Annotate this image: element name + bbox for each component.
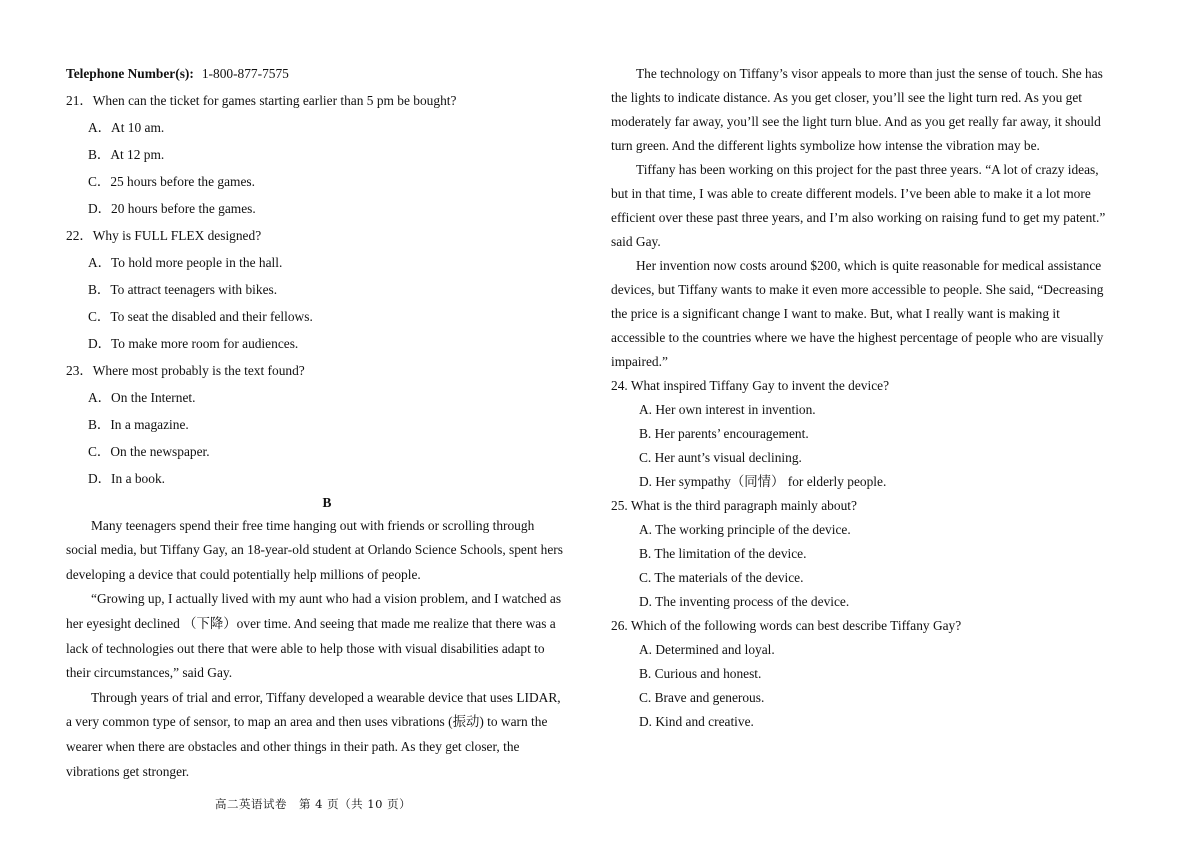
- text-line: Through years of trial and error, Tiffany developed a wearable device that uses LIDAR,: [91, 689, 561, 705]
- passage-paragraph-5: [611, 158, 1131, 254]
- answer-option: D．To make more room for audiences.: [88, 335, 299, 351]
- question-stem: 26. Which of the following words can best describe Tiffany Gay?: [611, 618, 962, 633]
- text-line: vibrations get stronger.: [66, 763, 190, 779]
- answer-option: D. Kind and creative.: [639, 714, 754, 729]
- passage-paragraph-3: [66, 686, 588, 784]
- passage-paragraph-4: [611, 62, 1131, 158]
- text-line: but in that time, I was able to create different models. I’ve been able to make it a lot more: [611, 186, 1091, 201]
- passage-paragraph-6: [611, 254, 1131, 374]
- answer-option: C. Brave and generous.: [639, 690, 765, 705]
- answer-option: C．On the newspaper.: [88, 443, 210, 459]
- telephone-line: [66, 62, 588, 87]
- answer-option: B. Her parents’ encouragement.: [639, 426, 809, 441]
- answer-option: B. Curious and honest.: [639, 666, 762, 681]
- text-line: efficient over these past three years, and I’m also working on raising fund to get my patent.”: [611, 210, 1106, 225]
- text-line: Many teenagers spend their free time hanging out with friends or scrolling through: [91, 517, 535, 533]
- text-line: said Gay.: [611, 234, 661, 249]
- question-23: [66, 357, 588, 492]
- answer-option: D．20 hours before the games.: [88, 200, 256, 216]
- question-22: [66, 222, 588, 357]
- telephone-label: Telephone Number(s):: [66, 66, 194, 81]
- answer-option: D. The inventing process of the device.: [639, 594, 850, 609]
- question-stem: 22．Why is FULL FLEX designed?: [66, 227, 262, 243]
- answer-option: A. Her own interest in invention.: [639, 402, 816, 417]
- answer-option: B．To attract teenagers with bikes.: [88, 281, 278, 297]
- text-line: developing a device that could potentially help millions of people.: [66, 566, 421, 582]
- left-column: [66, 62, 588, 784]
- text-line: Tiffany has been working on this project for the past three years. “A lot of crazy ideas,: [636, 162, 1099, 177]
- answer-option: C. The materials of the device.: [639, 570, 804, 585]
- text-line: devices, but Tiffany wants to make it even more accessible to people. She said, “Decreasing: [611, 282, 1104, 297]
- telephone-number: 1-800-877-7575: [201, 66, 289, 81]
- answer-option: C．To seat the disabled and their fellows.: [88, 308, 313, 324]
- passage-paragraph-1: [66, 514, 588, 588]
- text-line: The technology on Tiffany’s visor appeals to more than just the sense of touch. She has: [636, 66, 1103, 81]
- answer-option: A．To hold more people in the hall.: [88, 254, 283, 270]
- answer-option: D．In a book.: [88, 470, 165, 486]
- text-line: their circumstances,” said Gay.: [66, 665, 233, 681]
- answer-option: B．At 12 pm.: [88, 146, 165, 162]
- text-line: the lights to indicate distance. As you get closer, you’ll see the light turn red. As you get: [611, 90, 1083, 105]
- text-line: a very common type of sensor, to map an area and then uses vibrations (振动) to warn the: [66, 714, 548, 730]
- text-line: lack of technologies out there that were able to help those with visual disabilities adapt to: [66, 640, 545, 656]
- text-line: moderately far away, you’ll see the light turn blue. And as you get really far away, it should: [611, 114, 1101, 129]
- text-line: social media, but Tiffany Gay, an 18-year-old student at Orlando Science Schools, spent hers: [66, 542, 563, 558]
- answer-option: C．25 hours before the games.: [88, 173, 255, 189]
- question-24: [611, 374, 1131, 494]
- question-stem: 23．Where most probably is the text found?: [66, 362, 305, 378]
- question-stem: 24. What inspired Tiffany Gay to invent the device?: [611, 378, 890, 393]
- text-line: accessible to the countries where we have the highest percentage of people who are visually: [611, 330, 1104, 345]
- page-footer: 高二英语试卷 第 4 页（共 10 页）: [215, 797, 412, 811]
- question-25: [611, 494, 1131, 614]
- answer-option: D. Her sympathy（同情） for elderly people.: [639, 474, 887, 489]
- section-heading: B: [322, 494, 332, 510]
- answer-option: B．In a magazine.: [88, 416, 189, 432]
- question-26: [611, 614, 1131, 734]
- question-stem: 21．When can the ticket for games starting earlier than 5 pm be bought?: [66, 92, 457, 108]
- text-line: wearer when there are obstacles and other things in their path. As they get closer, the: [66, 738, 520, 754]
- answer-option: A. Determined and loyal.: [639, 642, 775, 657]
- text-line: her eyesight declined （下降）over time. And seeing that made me realize that there was a: [66, 615, 556, 631]
- text-line: impaired.”: [611, 354, 668, 369]
- answer-option: A．At 10 am.: [88, 119, 165, 135]
- right-column: [611, 62, 1131, 734]
- answer-option: B. The limitation of the device.: [639, 546, 807, 561]
- text-line: the price is a significant change I want to make. But, what I really want is making it: [611, 306, 1060, 321]
- answer-option: C. Her aunt’s visual declining.: [639, 450, 802, 465]
- answer-option: A. The working principle of the device.: [639, 522, 851, 537]
- text-line: turn green. And the different lights symbolize how intense the vibration may be.: [611, 138, 1040, 153]
- text-line: Her invention now costs around $200, which is quite reasonable for medical assistance: [636, 258, 1102, 273]
- question-stem: 25. What is the third paragraph mainly about?: [611, 498, 857, 513]
- text-line: “Growing up, I actually lived with my aunt who had a vision problem, and I watched as: [91, 591, 562, 607]
- question-21: [66, 87, 588, 222]
- answer-option: A．On the Internet.: [88, 389, 196, 405]
- passage-paragraph-2: [66, 587, 588, 685]
